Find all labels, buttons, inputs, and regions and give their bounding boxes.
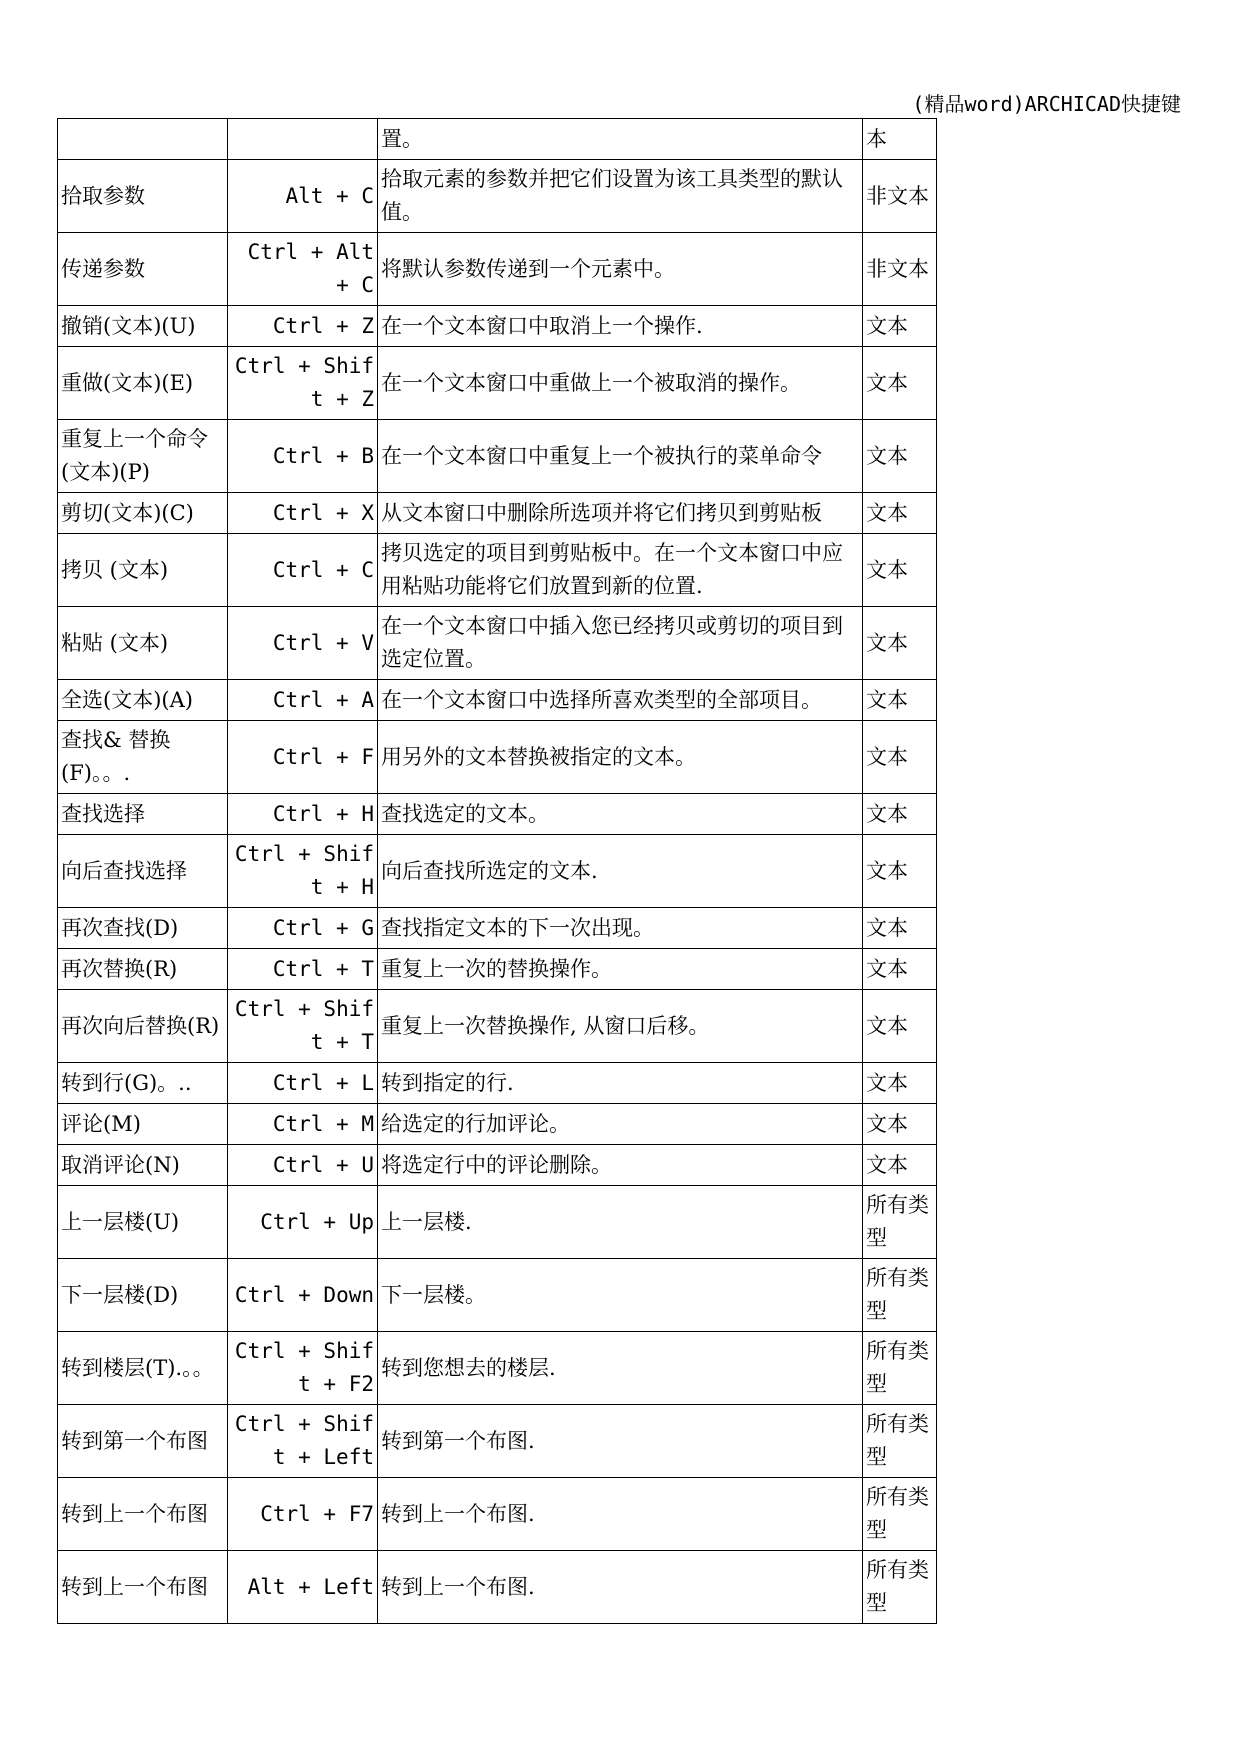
description-cell: 在一个文本窗口中选择所喜欢类型的全部项目。 <box>378 680 863 721</box>
window-type-cell: 非文本 <box>863 233 937 306</box>
command-name-cell: 再次查找(D) <box>58 908 228 949</box>
table-row <box>58 233 937 306</box>
table-row <box>58 493 937 534</box>
window-type-cell: 文本 <box>863 908 937 949</box>
window-type-cell: 所有类型 <box>863 1478 937 1551</box>
table-row <box>58 160 937 233</box>
description-cell: 下一层楼。 <box>378 1259 863 1332</box>
command-name-cell: 向后查找选择 <box>58 835 228 908</box>
window-type-cell: 所有类型 <box>863 1259 937 1332</box>
shortcut-table-body <box>58 119 937 1624</box>
table-row <box>58 990 937 1063</box>
shortcut-key-cell: Ctrl + G <box>228 908 378 949</box>
table-row <box>58 1186 937 1259</box>
window-type-cell: 文本 <box>863 990 937 1063</box>
shortcut-key-cell: Ctrl + A <box>228 680 378 721</box>
description-cell: 在一个文本窗口中取消上一个操作. <box>378 306 863 347</box>
description-cell: 向后查找所选定的文本. <box>378 835 863 908</box>
table-row <box>58 680 937 721</box>
shortcut-table <box>57 118 937 1624</box>
window-type-cell: 文本 <box>863 420 937 493</box>
command-name-cell: 评论(M) <box>58 1104 228 1145</box>
description-cell: 拷贝选定的项目到剪贴板中。在一个文本窗口中应用粘贴功能将它们放置到新的位置. <box>378 534 863 607</box>
command-name-cell: 重复上一个命令(文本)(P) <box>58 420 228 493</box>
shortcut-key-cell: Ctrl + Shift + T <box>228 990 378 1063</box>
command-name-cell: 重做(文本)(E) <box>58 347 228 420</box>
shortcut-key-cell: Ctrl + M <box>228 1104 378 1145</box>
shortcut-key-cell: Ctrl + Z <box>228 306 378 347</box>
window-type-cell: 文本 <box>863 949 937 990</box>
window-type-cell: 文本 <box>863 1145 937 1186</box>
shortcut-key-cell: Ctrl + Shift + F2 <box>228 1332 378 1405</box>
table-row <box>58 347 937 420</box>
table-row <box>58 1104 937 1145</box>
description-cell: 重复上一次替换操作, 从窗口后移。 <box>378 990 863 1063</box>
command-name-cell: 拾取参数 <box>58 160 228 233</box>
window-type-cell: 文本 <box>863 306 937 347</box>
command-name-cell: 转到行(G)。.. <box>58 1063 228 1104</box>
window-type-cell: 所有类型 <box>863 1332 937 1405</box>
shortcut-key-cell: Ctrl + X <box>228 493 378 534</box>
command-name-cell <box>58 119 228 160</box>
table-row <box>58 1551 937 1624</box>
shortcut-key-cell: Ctrl + B <box>228 420 378 493</box>
command-name-cell: 转到楼层(T).。。 <box>58 1332 228 1405</box>
page-header-title: (精品word)ARCHICAD快捷键 <box>912 92 1181 116</box>
shortcut-key-cell: Ctrl + Shift + H <box>228 835 378 908</box>
shortcut-key-cell: Ctrl + Shift + Left <box>228 1405 378 1478</box>
window-type-cell: 文本 <box>863 347 937 420</box>
shortcut-key-cell: Ctrl + Shift + Z <box>228 347 378 420</box>
description-cell: 转到指定的行. <box>378 1063 863 1104</box>
description-cell: 置。 <box>378 119 863 160</box>
window-type-cell: 所有类型 <box>863 1186 937 1259</box>
description-cell: 转到第一个布图. <box>378 1405 863 1478</box>
shortcut-key-cell: Ctrl + U <box>228 1145 378 1186</box>
command-name-cell: 转到上一个布图 <box>58 1478 228 1551</box>
command-name-cell: 转到第一个布图 <box>58 1405 228 1478</box>
shortcut-key-cell: Ctrl + T <box>228 949 378 990</box>
description-cell: 上一层楼. <box>378 1186 863 1259</box>
command-name-cell: 全选(文本)(A) <box>58 680 228 721</box>
table-row <box>58 908 937 949</box>
shortcut-key-cell <box>228 119 378 160</box>
window-type-cell: 文本 <box>863 721 937 794</box>
table-row <box>58 721 937 794</box>
shortcut-key-cell: Ctrl + Up <box>228 1186 378 1259</box>
window-type-cell: 所有类型 <box>863 1405 937 1478</box>
command-name-cell: 再次替换(R) <box>58 949 228 990</box>
command-name-cell: 传递参数 <box>58 233 228 306</box>
window-type-cell: 非文本 <box>863 160 937 233</box>
window-type-cell: 文本 <box>863 794 937 835</box>
command-name-cell: 撤销(文本)(U) <box>58 306 228 347</box>
shortcut-key-cell: Ctrl + H <box>228 794 378 835</box>
description-cell: 用另外的文本替换被指定的文本。 <box>378 721 863 794</box>
command-name-cell: 查找& 替换(F)。。. <box>58 721 228 794</box>
command-name-cell: 粘贴 (文本) <box>58 607 228 680</box>
command-name-cell: 下一层楼(D) <box>58 1259 228 1332</box>
shortcut-key-cell: Ctrl + F <box>228 721 378 794</box>
command-name-cell: 拷贝 (文本) <box>58 534 228 607</box>
command-name-cell: 取消评论(N) <box>58 1145 228 1186</box>
table-row <box>58 607 937 680</box>
description-cell: 从文本窗口中删除所选项并将它们拷贝到剪贴板 <box>378 493 863 534</box>
table-row <box>58 1145 937 1186</box>
description-cell: 转到您想去的楼层. <box>378 1332 863 1405</box>
description-cell: 在一个文本窗口中插入您已经拷贝或剪切的项目到选定位置。 <box>378 607 863 680</box>
description-cell: 给选定的行加评论。 <box>378 1104 863 1145</box>
window-type-cell: 文本 <box>863 607 937 680</box>
shortcut-key-cell: Alt + Left <box>228 1551 378 1624</box>
window-type-cell: 文本 <box>863 1104 937 1145</box>
description-cell: 在一个文本窗口中重复上一个被执行的菜单命令 <box>378 420 863 493</box>
table-row <box>58 1063 937 1104</box>
window-type-cell: 文本 <box>863 534 937 607</box>
table-row <box>58 1478 937 1551</box>
table-row <box>58 1259 937 1332</box>
description-cell: 查找指定文本的下一次出现。 <box>378 908 863 949</box>
command-name-cell: 上一层楼(U) <box>58 1186 228 1259</box>
table-row <box>58 1332 937 1405</box>
description-cell: 转到上一个布图. <box>378 1478 863 1551</box>
table-row <box>58 306 937 347</box>
shortcut-key-cell: Ctrl + V <box>228 607 378 680</box>
command-name-cell: 查找选择 <box>58 794 228 835</box>
table-row <box>58 534 937 607</box>
window-type-cell: 文本 <box>863 1063 937 1104</box>
command-name-cell: 转到上一个布图 <box>58 1551 228 1624</box>
shortcut-key-cell: Ctrl + L <box>228 1063 378 1104</box>
description-cell: 查找选定的文本。 <box>378 794 863 835</box>
window-type-cell: 文本 <box>863 680 937 721</box>
table-row <box>58 794 937 835</box>
window-type-cell: 文本 <box>863 835 937 908</box>
window-type-cell: 本 <box>863 119 937 160</box>
table-row <box>58 1405 937 1478</box>
shortcut-key-cell: Ctrl + Down <box>228 1259 378 1332</box>
shortcut-key-cell: Ctrl + F7 <box>228 1478 378 1551</box>
window-type-cell: 所有类型 <box>863 1551 937 1624</box>
description-cell: 重复上一次的替换操作。 <box>378 949 863 990</box>
shortcut-key-cell: Ctrl + Alt + C <box>228 233 378 306</box>
command-name-cell: 剪切(文本)(C) <box>58 493 228 534</box>
shortcut-key-cell: Alt + C <box>228 160 378 233</box>
description-cell: 在一个文本窗口中重做上一个被取消的操作。 <box>378 347 863 420</box>
table-row <box>58 119 937 160</box>
table-row <box>58 949 937 990</box>
window-type-cell: 文本 <box>863 493 937 534</box>
command-name-cell: 再次向后替换(R) <box>58 990 228 1063</box>
table-row <box>58 420 937 493</box>
description-cell: 将默认参数传递到一个元素中。 <box>378 233 863 306</box>
description-cell: 转到上一个布图. <box>378 1551 863 1624</box>
table-row <box>58 835 937 908</box>
description-cell: 将选定行中的评论删除。 <box>378 1145 863 1186</box>
description-cell: 拾取元素的参数并把它们设置为该工具类型的默认值。 <box>378 160 863 233</box>
shortcut-key-cell: Ctrl + C <box>228 534 378 607</box>
